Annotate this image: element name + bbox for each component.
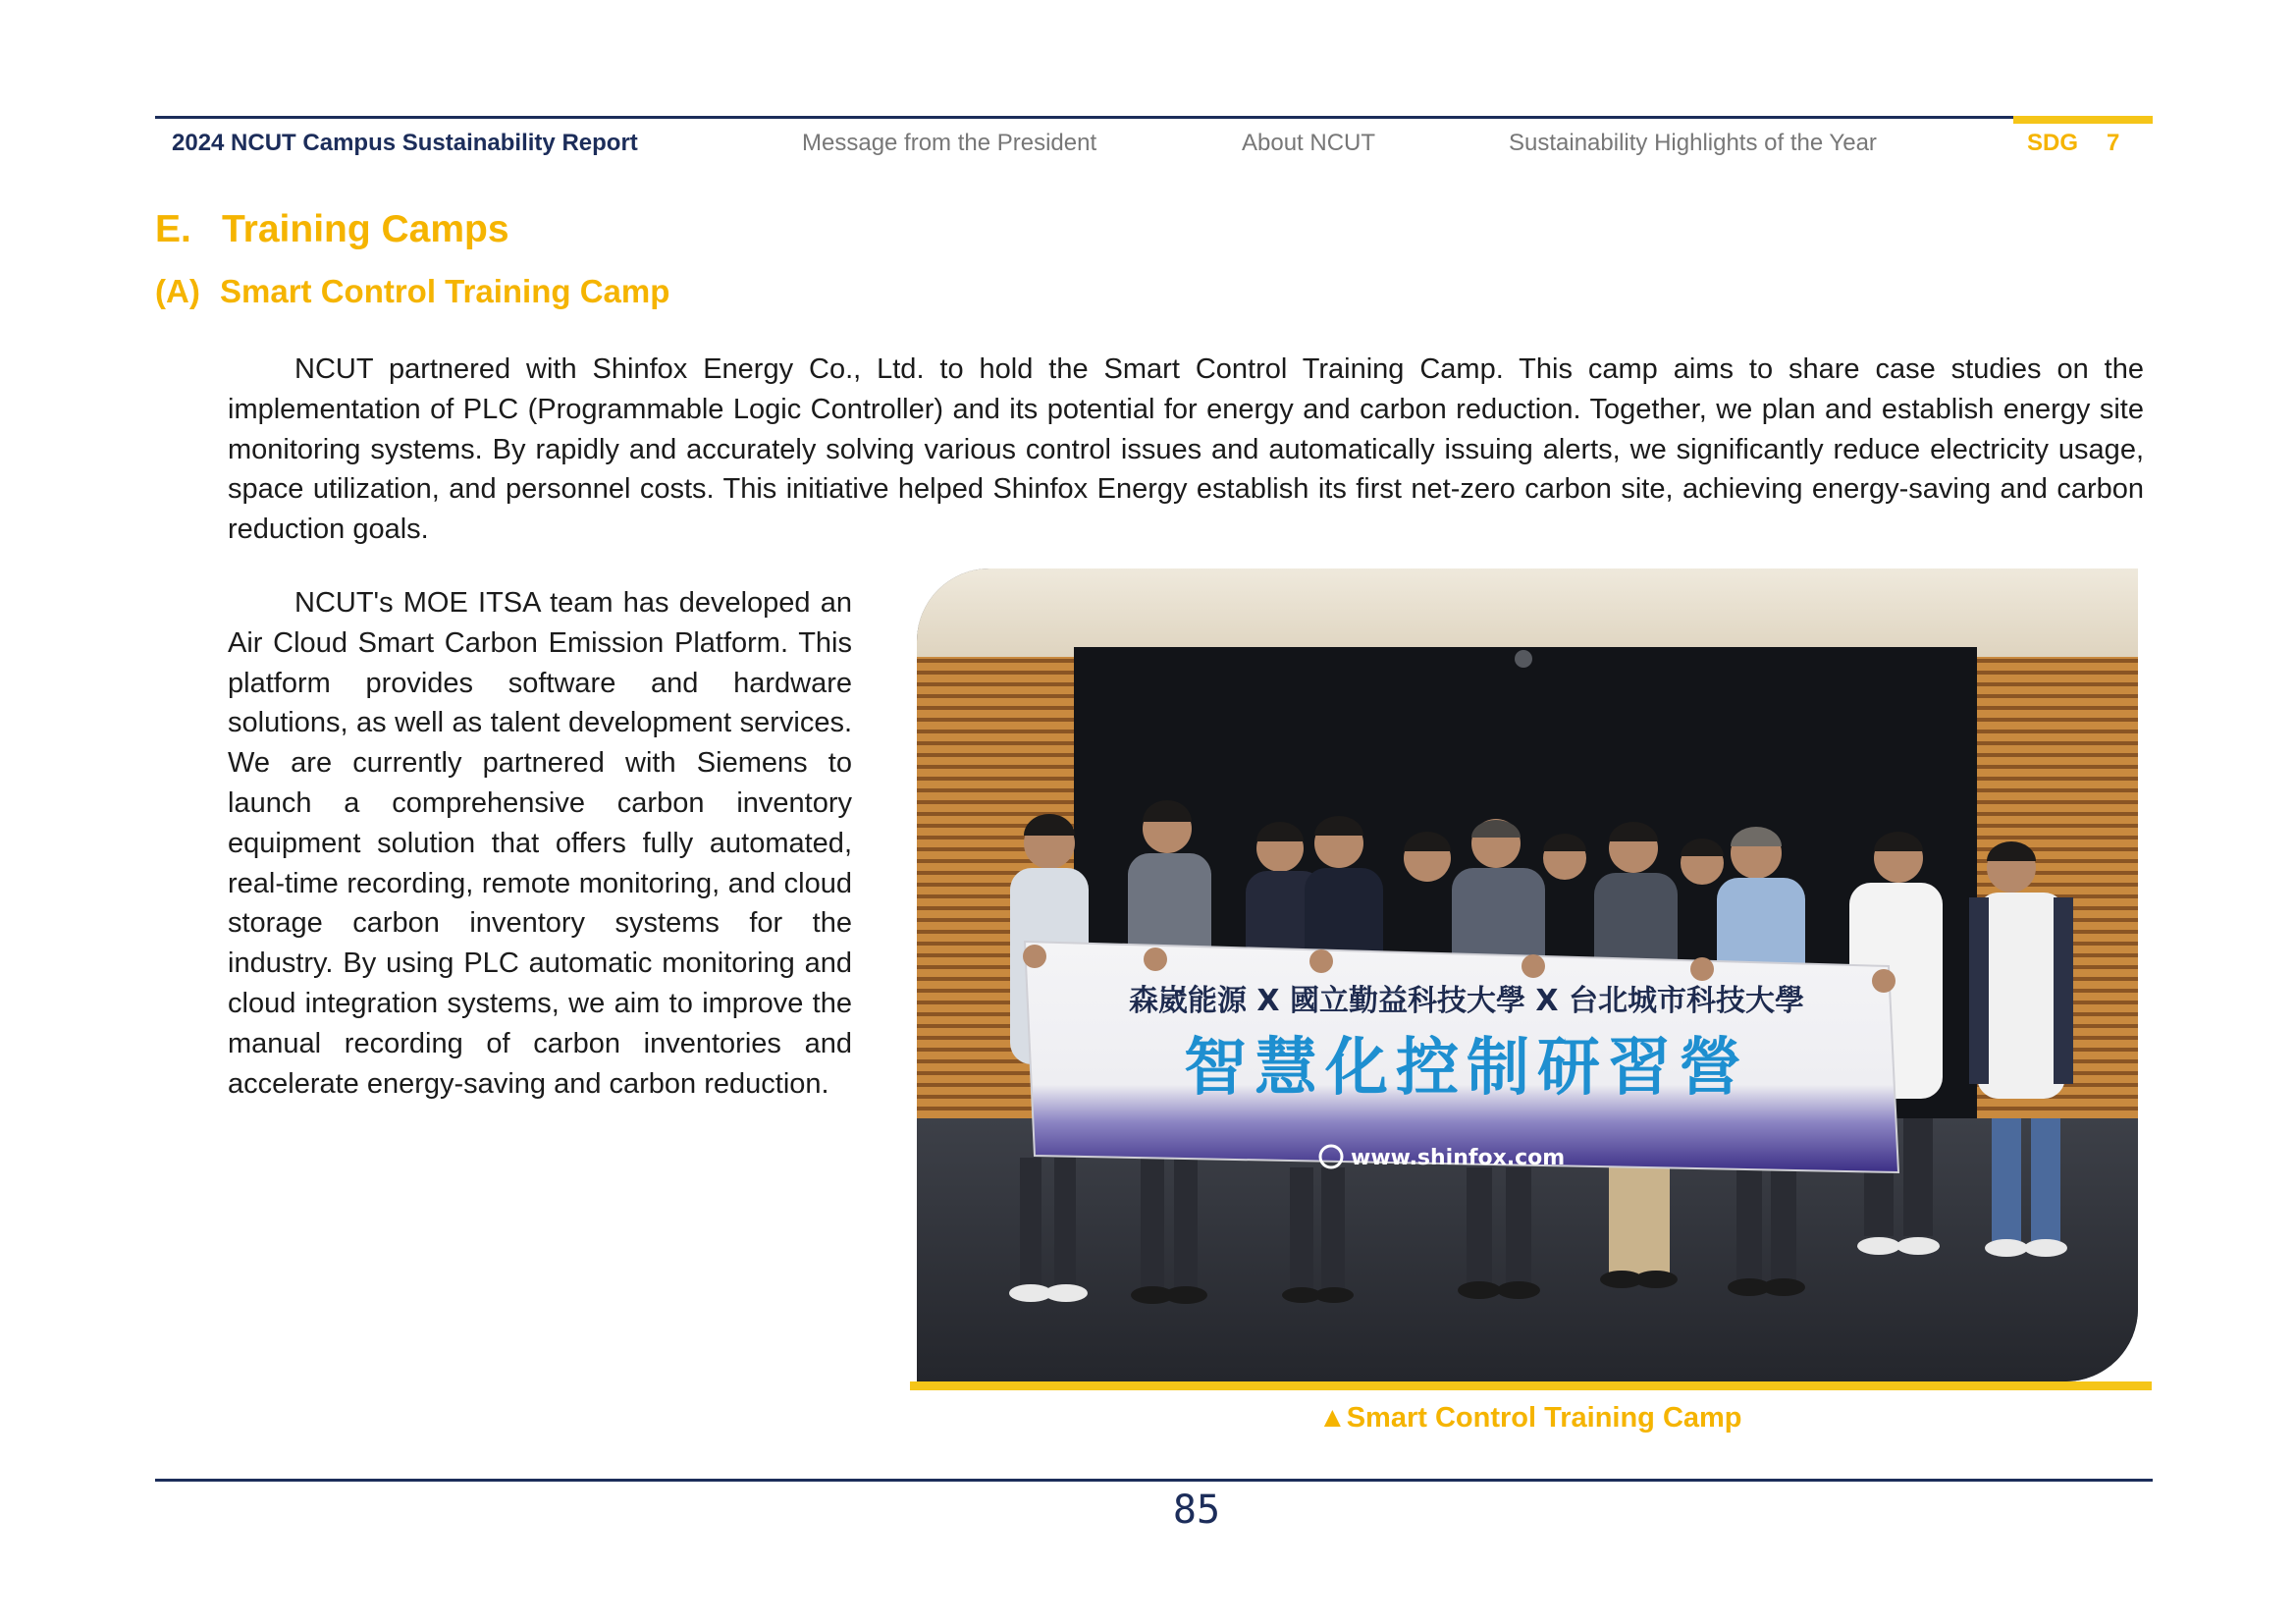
sdg-number: 7 — [2107, 130, 2120, 156]
photo-underline — [910, 1381, 2152, 1390]
subsection-title: Smart Control Training Camp — [220, 273, 670, 309]
nav-message-from-president[interactable]: Message from the President — [802, 130, 1097, 156]
section-heading — [155, 208, 509, 251]
section-title: Training Camps — [222, 208, 509, 250]
report-title: 2024 NCUT Campus Sustainability Report — [172, 130, 638, 156]
sdg-label[interactable]: SDG — [2027, 130, 2079, 156]
paragraph-intro: NCUT partnered with Shinfox Energy Co., Ltd. to hold the Smart Control Training Camp. This camp aims to share case studies on the implementation of PLC (Programmable Logic Controller) and its potential for energy and carbon reduction. Together, we plan and establish energy site monitoring systems. By rapidly and accurately solving various control issues and automatically issuing alerts, we significantly reduce electricity usage, space utilization, and personnel costs. This initiative helped Shinfox Energy establish its first net-zero carbon site, achieving energy-saving and carbon reduction goals. — [228, 353, 2144, 546]
banner-line-2: 智慧化控制研習營 — [1184, 1032, 1749, 1105]
section-number: E. — [155, 208, 191, 250]
banner-url: www.shinfox.com — [1351, 1146, 1566, 1170]
header-rule — [155, 116, 2013, 119]
nav-sustainability-highlights[interactable]: Sustainability Highlights of the Year — [1509, 130, 1877, 156]
photo-caption: ▲Smart Control Training Camp — [1318, 1402, 1742, 1434]
paragraph-platform: NCUT's MOE ITSA team has developed an Air Cloud Smart Carbon Emission Platform. This platform provides software and hardware solutions, as well as talent development services. We are currently partnered with Siemens to launch a comprehensive carbon inventory equipment solution that offers fully automated, real-time recording, remote monitoring, and cloud storage carbon inventory systems for the industry. By using PLC automatic monitoring and cloud integration systems, we aim to improve the manual recording of carbon inventories and accelerate energy-saving and carbon reduction. — [228, 587, 852, 1100]
nav-about-ncut[interactable]: About NCUT — [1242, 130, 1376, 156]
banner-line-1: 森崴能源 X 國立勤益科技大學 X 台北城市科技大學 — [1128, 984, 1805, 1018]
subsection-heading — [155, 273, 669, 310]
header-accent-bar — [2013, 116, 2153, 124]
subsection-number: (A) — [155, 273, 200, 309]
footer-rule — [155, 1479, 2153, 1482]
page-number: 85 — [1172, 1488, 1221, 1533]
group-photo — [917, 568, 2138, 1381]
